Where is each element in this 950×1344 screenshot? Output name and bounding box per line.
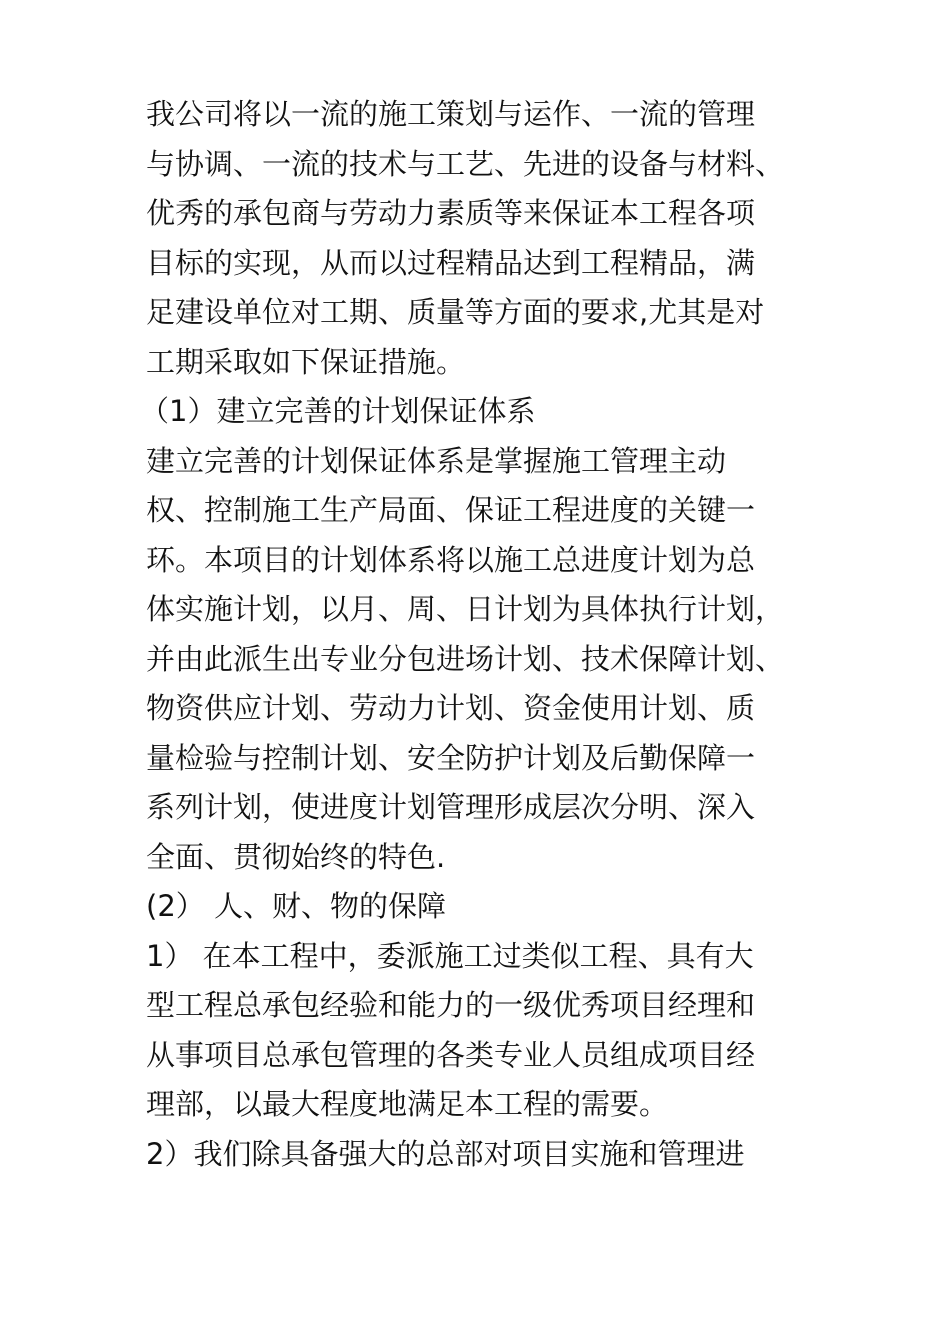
item-1-line: 型工程总承包经验和能力的一级优秀项目经理和 [146,988,756,1022]
plan-line: 建立完善的计划保证体系是掌握施工管理主动 [146,443,727,478]
plan-line: 全面、贯彻始终的特色. [146,839,446,874]
list-item-1 [146,932,826,1130]
item-1-line: 理部，以最大程度地满足本工程的需要。 [146,1087,669,1121]
item-1-line: 从事项目总承包管理的各类专业人员组成项目经 [146,1037,756,1072]
plan-line: 系列计划，使进度计划管理形成层次分明、深入 [146,790,756,824]
section-heading-plan: （1）建立完善的计划保证体系 [140,394,536,428]
plan-line: 物资供应计划、劳动力计划、资金使用计划、质 [146,691,756,725]
intro-line: 与协调、一流的技术与工艺、先进的设备与材料、 [146,146,785,181]
intro-line: 足建设单位对工期、质量等方面的要求,尤其是对 [146,295,765,329]
intro-line: 目标的实现，从而以过程精品达到工程精品，满 [146,245,756,280]
section-heading-resources: (2） 人、财、物的保障 [146,889,446,923]
item-2-line: 2）我们除具备强大的总部对项目实施和管理进 [146,1136,745,1171]
plan-line: 环。本项目的计划体系将以施工总进度计划为总 [146,542,756,577]
plan-line: 并由此派生出专业分包进场计划、技术保障计划、 [146,641,785,676]
plan-paragraph [146,437,826,883]
document-body [140,90,826,1179]
intro-line: 我公司将以一流的施工策划与运作、一流的管理 [146,97,756,131]
intro-line: 工期采取如下保证措施。 [146,344,466,379]
plan-line: 体实施计划，以月、周、日计划为具体执行计划， [146,592,785,626]
plan-line: 量检验与控制计划、安全防护计划及后勤保障一 [146,740,756,775]
plan-line: 权、控制施工生产局面、保证工程进度的关键一 [146,493,756,527]
intro-line: 优秀的承包商与劳动力素质等来保证本工程各项 [146,196,756,230]
item-1-line: 1） 在本工程中，委派施工过类似工程、具有大 [146,938,754,973]
intro-paragraph [146,90,826,387]
list-item-2 [146,1130,826,1180]
